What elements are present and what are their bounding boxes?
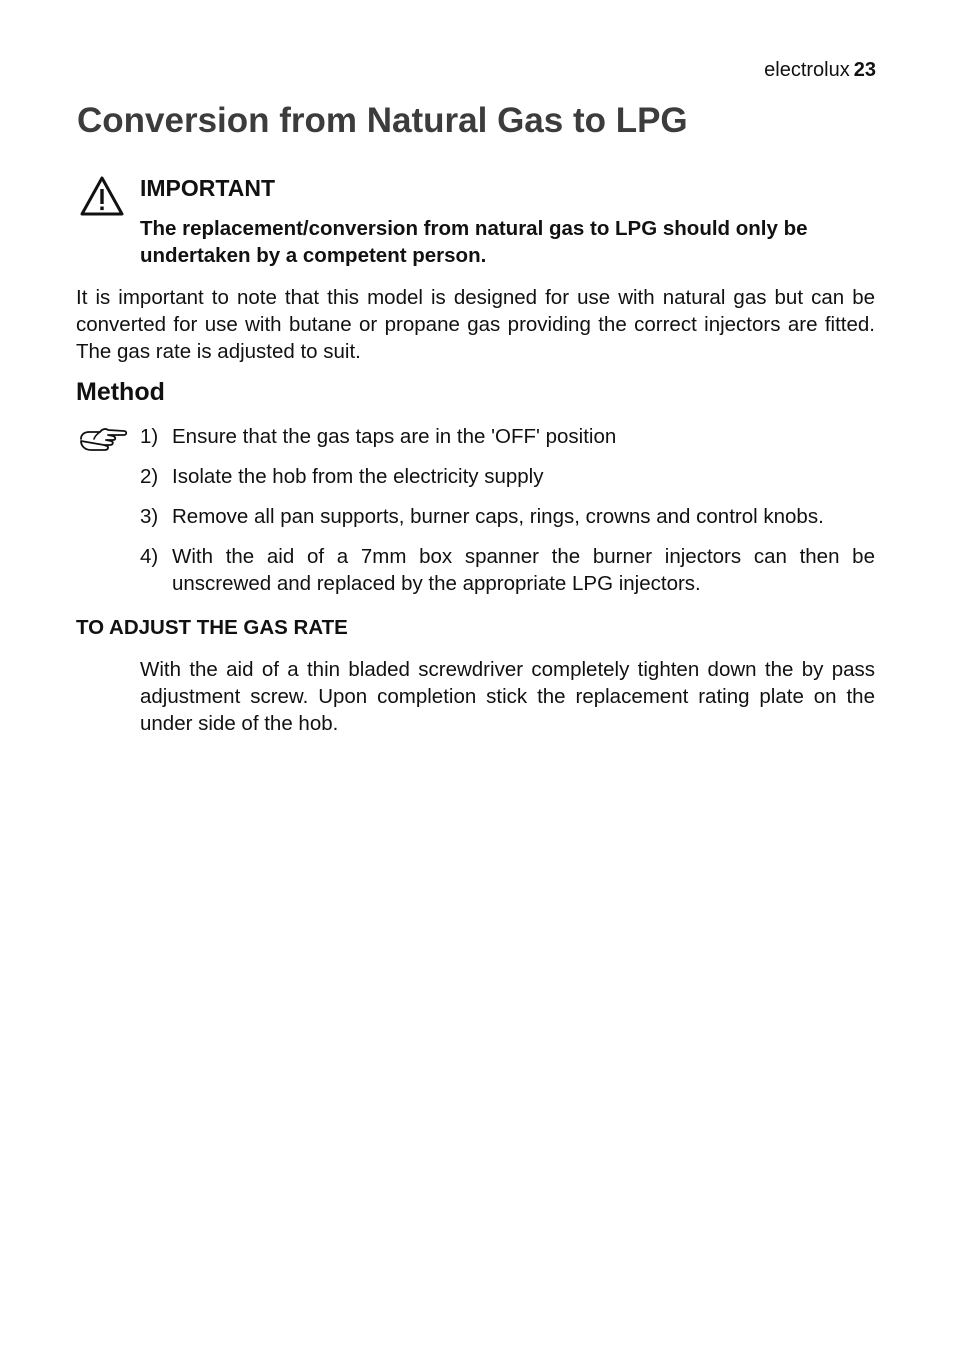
brand-name: electrolux <box>764 59 850 81</box>
step-text: Remove all pan supports, burner caps, rings, crowns and control knobs. <box>172 505 824 528</box>
method-heading: Method <box>76 378 165 406</box>
step-number: 2) <box>140 465 159 488</box>
step-text: With the aid of a 7mm box spanner the burner injectors can then be unscrewed and replaced by the appropriate LPG injectors. <box>172 545 875 595</box>
step-number: 4) <box>140 545 159 568</box>
page-header <box>764 58 876 82</box>
method-steps <box>140 423 875 610</box>
list-item <box>140 463 875 490</box>
step-text: Ensure that the gas taps are in the 'OFF' position <box>172 425 617 448</box>
adjust-gas-rate-paragraph: With the aid of a thin bladed screwdriver completely tighten down the by pass adjustment screw. Upon completion stick the replacement rating plate on the under side of the hob. <box>140 658 875 735</box>
intro-paragraph: It is important to note that this model is designed for use with natural gas but can be converted for use with butane or propane gas providing the correct injectors are fitted. The gas rate is adjusted to suit. <box>76 286 875 363</box>
list-item <box>140 503 875 530</box>
step-number: 3) <box>140 505 159 528</box>
warning-triangle-icon <box>79 175 125 217</box>
page-title: Conversion from Natural Gas to LPG <box>77 101 688 140</box>
step-text: Isolate the hob from the electricity supply <box>172 465 544 488</box>
list-item <box>140 543 875 597</box>
pointing-hand-icon <box>78 425 128 455</box>
step-number: 1) <box>140 425 159 448</box>
adjust-gas-rate-heading: TO ADJUST THE GAS RATE <box>76 616 348 639</box>
important-text: The replacement/conversion from natural gas to LPG should only be undertaken by a competent person. <box>140 217 808 267</box>
important-label: IMPORTANT <box>140 175 276 201</box>
list-item <box>140 423 875 450</box>
page-number: 23 <box>853 59 876 81</box>
